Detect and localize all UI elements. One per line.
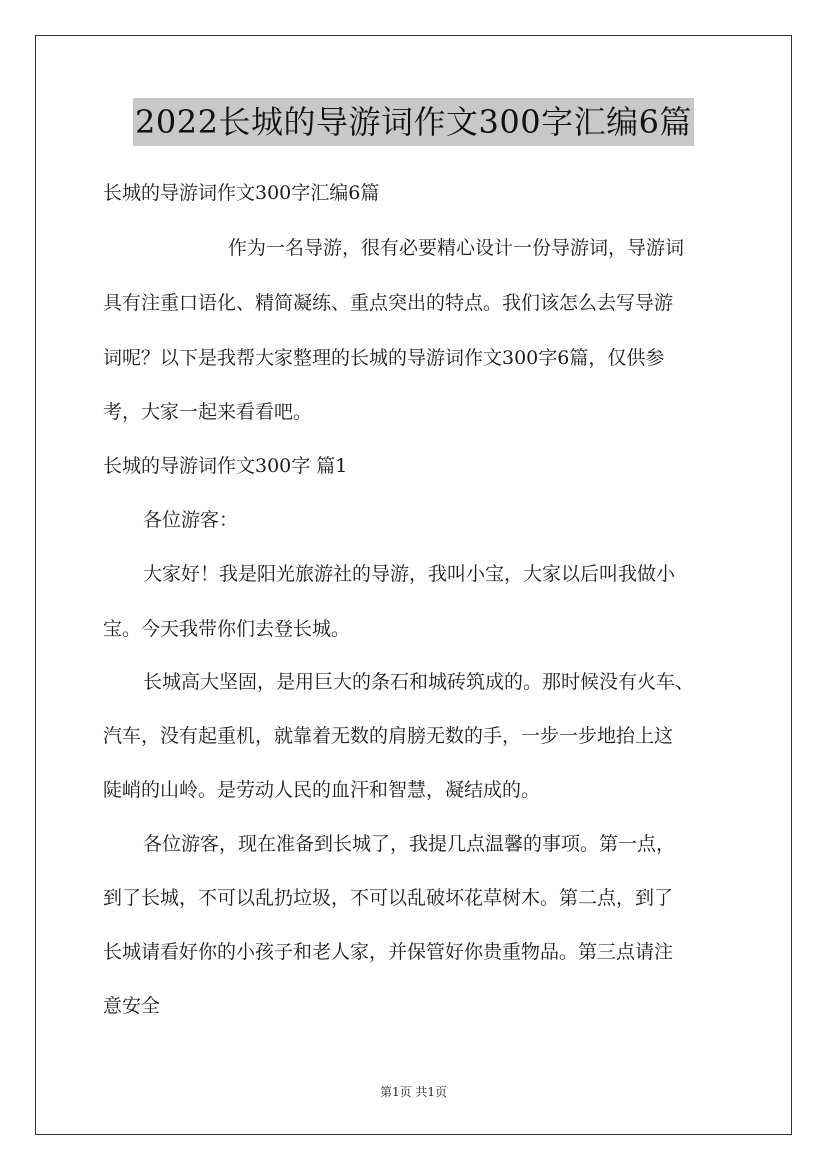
body-line: 到了长城，不可以乱扔垃圾，不可以乱破坏花草树木。第二点，到了 <box>103 887 674 909</box>
body-line: 宝。今天我带你们去登长城。 <box>103 618 351 640</box>
body-line: 陡峭的山岭。是劳动人民的血汗和智慧，凝结成的。 <box>103 779 541 801</box>
intro-line: 作为一名导游，很有必要精心设计一份导游词，导游词 <box>228 237 685 259</box>
body-line: 大家好！我是阳光旅游社的导游，我叫小宝，大家以后叫我做小 <box>143 563 676 585</box>
body-line: 长城请看好你的小孩子和老人家，并保管好你贵重物品。第三点请注 <box>103 941 674 963</box>
body-line: 长城高大坚固，是用巨大的条石和城砖筑成的。那时候没有火车、 <box>143 671 695 693</box>
page-footer: 第1页 共1页 <box>379 1085 448 1099</box>
intro-line: 具有注重口语化、精简凝练、重点突出的特点。我们该怎么去写导游 <box>103 292 674 314</box>
title-container <box>0 98 827 146</box>
body-line: 汽车，没有起重机，就靠着无数的肩膀无数的手，一步一步地抬上这 <box>103 725 674 747</box>
body-line: 意安全 <box>103 995 161 1017</box>
body-line: 各位游客，现在准备到长城了，我提几点温馨的事项。第一点， <box>143 833 676 855</box>
section-heading: 长城的导游词作文300字 篇1 <box>103 455 348 477</box>
document-title: 2022长城的导游词作文300字汇编6篇 <box>133 98 694 146</box>
document-subtitle: 长城的导游词作文300字汇编6篇 <box>103 182 380 204</box>
intro-line: 考，大家一起来看看吧。 <box>103 401 313 423</box>
body-line: 各位游客： <box>143 509 239 531</box>
intro-line: 词呢？以下是我帮大家整理的长城的导游词作文300字6篇，仅供参 <box>103 347 665 369</box>
